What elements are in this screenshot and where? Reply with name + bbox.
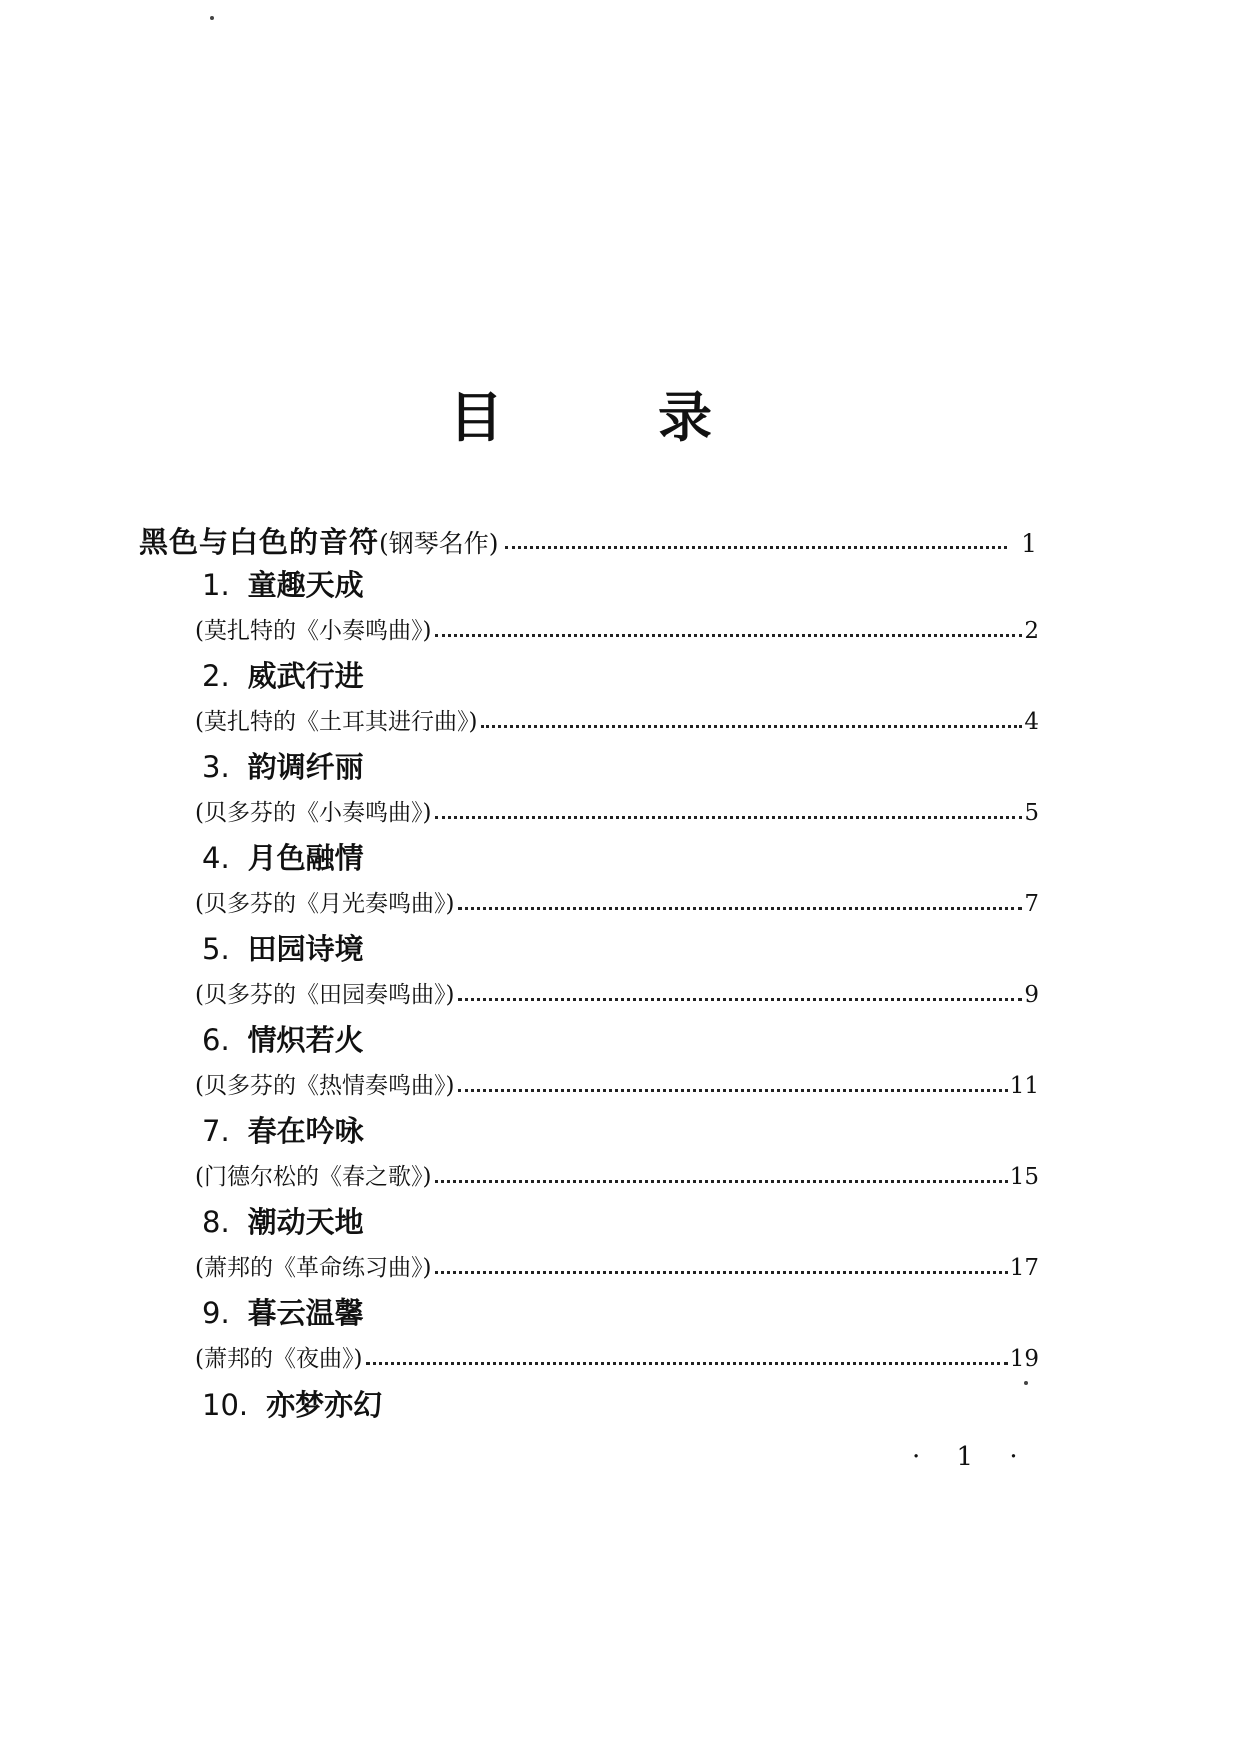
dot-leader: [458, 1089, 1007, 1092]
chapter-source-entry[interactable]: [195, 885, 1039, 921]
chapter-title-text: 潮动天地: [247, 1205, 364, 1239]
chapter-number: 3.: [202, 750, 230, 784]
dot-leader: [458, 998, 1022, 1001]
chapter-title[interactable]: [202, 745, 364, 786]
chapter-source-entry[interactable]: [195, 1067, 1039, 1103]
chapter-title[interactable]: [202, 836, 364, 877]
toc-heading-char-2: 录: [658, 386, 712, 449]
chapter-source: (门德尔松的《春之歌》): [195, 1164, 432, 1190]
chapter-title[interactable]: [202, 654, 364, 695]
chapter-number: 1.: [202, 568, 230, 602]
chapter-source-entry[interactable]: [195, 703, 1039, 739]
chapter-source: (贝多芬的《小奏鸣曲》): [195, 800, 432, 826]
chapter-title[interactable]: [202, 563, 364, 604]
page-number: 15: [1009, 1164, 1039, 1190]
page-number: 17: [1009, 1255, 1039, 1281]
chapter-number: 10.: [202, 1388, 249, 1422]
chapter-number: 6.: [202, 1023, 230, 1057]
chapter-number: 8.: [202, 1205, 230, 1239]
dot-leader: [481, 725, 1022, 728]
chapter-source-entry[interactable]: [195, 976, 1039, 1012]
toc-part-entry[interactable]: [139, 520, 1037, 564]
chapter-title[interactable]: [202, 1109, 364, 1150]
part-subtitle: (钢琴名作): [379, 529, 499, 558]
page-number: 2: [1024, 618, 1039, 644]
page-number: 19: [1009, 1346, 1039, 1372]
chapter-title-text: 田园诗境: [247, 932, 364, 966]
chapter-source: (莫扎特的《小奏鸣曲》): [195, 618, 432, 644]
chapter-number: 2.: [202, 659, 230, 693]
chapter-title-text: 韵调纤丽: [247, 750, 364, 784]
chapter-number: 7.: [202, 1114, 230, 1148]
chapter-title[interactable]: [202, 1291, 364, 1332]
scan-speck: [210, 16, 214, 20]
chapter-title-text: 童趣天成: [247, 568, 364, 602]
page-number-footer: · 1 ·: [912, 1442, 1032, 1472]
chapter-source-entry[interactable]: [195, 1340, 1039, 1376]
dot-leader: [505, 546, 1008, 549]
dot-leader: [458, 907, 1022, 910]
scan-speck: [1024, 1381, 1028, 1385]
chapter-title[interactable]: [202, 1018, 364, 1059]
chapter-source: (萧邦的《革命练习曲》): [195, 1255, 432, 1281]
chapter-source-entry[interactable]: [195, 794, 1039, 830]
dot-leader: [435, 1180, 1007, 1183]
page-number: 1: [1021, 529, 1037, 558]
chapter-title[interactable]: [202, 927, 364, 968]
page-number: 7: [1024, 891, 1039, 917]
chapter-title-text: 威武行进: [247, 659, 364, 693]
chapter-title-text: 春在吟咏: [247, 1114, 364, 1148]
dot-leader: [435, 1271, 1007, 1274]
chapter-title-text: 亦梦亦幻: [266, 1388, 383, 1422]
chapter-source: (贝多芬的《热情奏鸣曲》): [195, 1073, 455, 1099]
page-number: 11: [1009, 1073, 1039, 1099]
chapter-source: (莫扎特的《土耳其进行曲》): [195, 709, 478, 735]
chapter-number: 9.: [202, 1296, 230, 1330]
chapter-title[interactable]: [202, 1383, 382, 1424]
dot-leader: [435, 634, 1022, 637]
chapter-title-text: 暮云温馨: [247, 1296, 364, 1330]
dot-leader: [366, 1362, 1007, 1365]
chapter-source-entry[interactable]: [195, 612, 1039, 648]
toc-heading: [0, 375, 1240, 449]
page-number: 9: [1024, 982, 1039, 1008]
dot-leader: [435, 816, 1022, 819]
chapter-source: (贝多芬的《月光奏鸣曲》): [195, 891, 455, 917]
page-number: 4: [1024, 709, 1039, 735]
chapter-source-entry[interactable]: [195, 1249, 1039, 1285]
chapter-source-entry[interactable]: [195, 1158, 1039, 1194]
part-title: 黑色与白色的音符: [139, 525, 380, 559]
chapter-title-text: 月色融情: [247, 841, 364, 875]
chapter-number: 4.: [202, 841, 230, 875]
page-number: 5: [1024, 800, 1039, 826]
chapter-title-text: 情炽若火: [247, 1023, 364, 1057]
chapter-source: (萧邦的《夜曲》): [195, 1346, 363, 1372]
chapter-number: 5.: [202, 932, 230, 966]
toc-heading-char-1: 目: [449, 386, 503, 449]
chapter-source: (贝多芬的《田园奏鸣曲》): [195, 982, 455, 1008]
chapter-title[interactable]: [202, 1200, 364, 1241]
